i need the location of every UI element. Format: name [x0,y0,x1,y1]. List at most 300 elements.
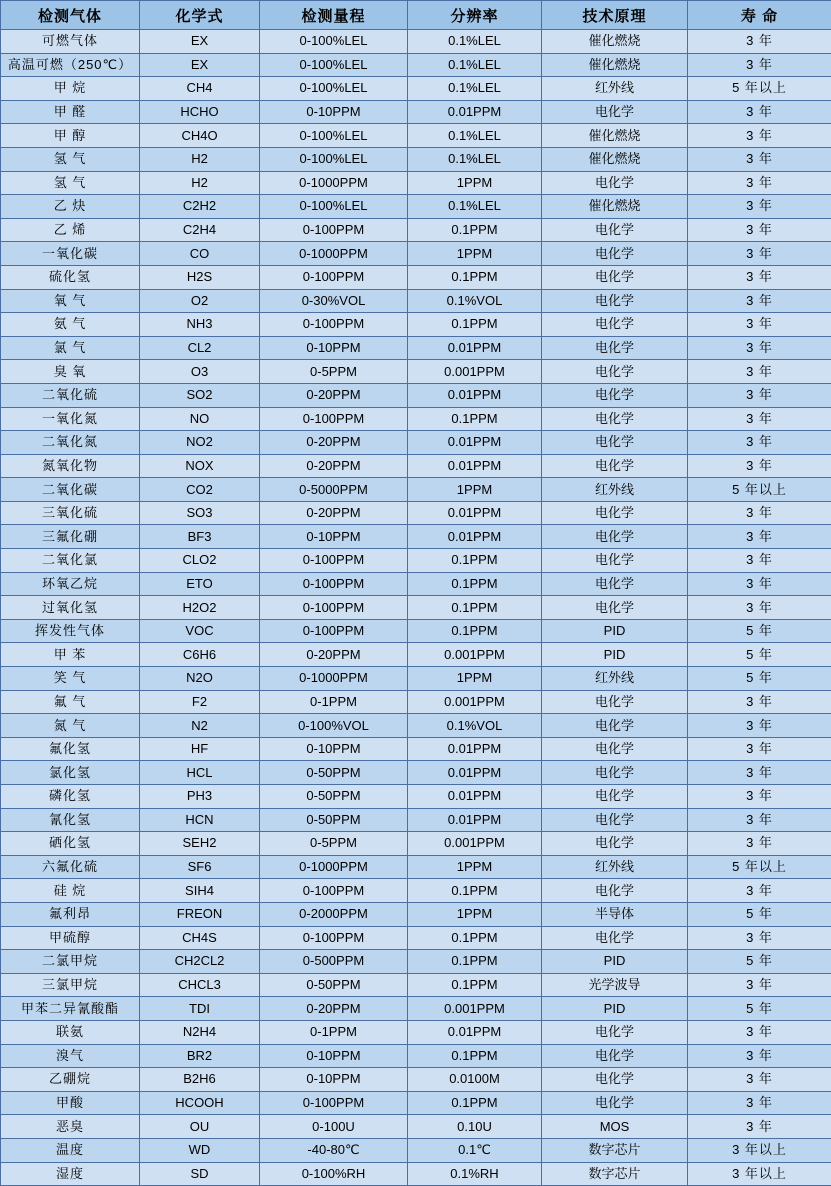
table-row [1,289,831,313]
cell-gas-name: 恶臭 [1,1115,140,1139]
cell-detection-range: 0-100%RH [260,1162,408,1186]
cell-resolution: 0.01PPM [408,336,542,360]
table-row [1,667,831,691]
cell-technical-principle: 电化学 [542,737,688,761]
cell-chemical-formula: NOX [140,454,260,478]
cell-lifetime: 3 年 [688,100,831,124]
cell-technical-principle: MOS [542,1115,688,1139]
cell-lifetime: 3 年 [688,1068,831,1092]
cell-detection-range: 0-20PPM [260,454,408,478]
cell-lifetime: 5 年以上 [688,77,831,101]
table-row [1,879,831,903]
cell-chemical-formula: CLO2 [140,549,260,573]
cell-lifetime: 5 年 [688,902,831,926]
column-header-lifetime: 寿 命 [688,1,831,30]
cell-lifetime: 3 年 [688,431,831,455]
cell-lifetime: 5 年以上 [688,478,831,502]
cell-gas-name: 硅 烷 [1,879,140,903]
table-row [1,619,831,643]
cell-detection-range: 0-50PPM [260,761,408,785]
cell-resolution: 0.1PPM [408,407,542,431]
cell-gas-name: 二氧化氯 [1,549,140,573]
cell-gas-name: 甲 醛 [1,100,140,124]
cell-chemical-formula: FREON [140,902,260,926]
cell-technical-principle: 电化学 [542,525,688,549]
cell-lifetime: 3 年 [688,690,831,714]
cell-chemical-formula: CHCL3 [140,973,260,997]
cell-lifetime: 3 年 [688,218,831,242]
cell-gas-name: 环氧乙烷 [1,572,140,596]
cell-gas-name: 笑 气 [1,667,140,691]
cell-technical-principle: 电化学 [542,879,688,903]
cell-detection-range: 0-10PPM [260,737,408,761]
cell-chemical-formula: SO2 [140,383,260,407]
cell-chemical-formula: CH4 [140,77,260,101]
cell-detection-range: 0-100%LEL [260,195,408,219]
cell-resolution: 0.1%LEL [408,147,542,171]
cell-technical-principle: 红外线 [542,77,688,101]
cell-resolution: 1PPM [408,478,542,502]
cell-technical-principle: 电化学 [542,407,688,431]
cell-detection-range: 0-100%LEL [260,77,408,101]
cell-resolution: 1PPM [408,242,542,266]
cell-resolution: 0.001PPM [408,360,542,384]
cell-resolution: 0.1%VOL [408,289,542,313]
cell-gas-name: 氨 气 [1,313,140,337]
cell-resolution: 0.1%LEL [408,53,542,77]
table-row [1,1138,831,1162]
cell-lifetime: 3 年 [688,808,831,832]
cell-resolution: 0.1PPM [408,619,542,643]
cell-lifetime: 3 年 [688,1091,831,1115]
cell-technical-principle: 红外线 [542,855,688,879]
table-row [1,643,831,667]
cell-detection-range: 0-20PPM [260,431,408,455]
cell-detection-range: 0-100PPM [260,619,408,643]
cell-chemical-formula: NO [140,407,260,431]
cell-detection-range: 0-100PPM [260,596,408,620]
table-header [1,1,831,30]
cell-detection-range: 0-5PPM [260,832,408,856]
cell-chemical-formula: B2H6 [140,1068,260,1092]
table-row [1,714,831,738]
table-row [1,1091,831,1115]
table-row [1,124,831,148]
cell-lifetime: 3 年 [688,501,831,525]
cell-lifetime: 3 年 [688,973,831,997]
cell-lifetime: 3 年 [688,714,831,738]
table-body [1,30,831,1186]
cell-technical-principle: 电化学 [542,313,688,337]
cell-lifetime: 3 年 [688,737,831,761]
table-row [1,855,831,879]
cell-lifetime: 3 年 [688,572,831,596]
table-row [1,383,831,407]
cell-detection-range: 0-100PPM [260,549,408,573]
cell-lifetime: 3 年 [688,1044,831,1068]
cell-lifetime: 3 年 [688,336,831,360]
cell-resolution: 0.1PPM [408,879,542,903]
cell-lifetime: 5 年 [688,997,831,1021]
cell-lifetime: 3 年 [688,383,831,407]
cell-technical-principle: 电化学 [542,761,688,785]
cell-resolution: 0.01PPM [408,525,542,549]
cell-chemical-formula: SD [140,1162,260,1186]
cell-technical-principle: 电化学 [542,572,688,596]
cell-chemical-formula: SIH4 [140,879,260,903]
cell-gas-name: 氟 气 [1,690,140,714]
cell-technical-principle: 催化燃烧 [542,124,688,148]
cell-technical-principle: 电化学 [542,1068,688,1092]
table-row [1,478,831,502]
cell-gas-name: 六氟化硫 [1,855,140,879]
cell-technical-principle: 电化学 [542,454,688,478]
cell-gas-name: 氟利昂 [1,902,140,926]
cell-detection-range: 0-20PPM [260,383,408,407]
cell-chemical-formula: C2H2 [140,195,260,219]
cell-detection-range: 0-1PPM [260,1020,408,1044]
cell-lifetime: 3 年 [688,30,831,54]
table-row [1,100,831,124]
cell-resolution: 0.001PPM [408,832,542,856]
cell-detection-range: 0-100%LEL [260,124,408,148]
cell-detection-range: 0-100%VOL [260,714,408,738]
cell-gas-name: 氟化氢 [1,737,140,761]
cell-chemical-formula: EX [140,53,260,77]
cell-detection-range: 0-100PPM [260,313,408,337]
cell-detection-range: 0-10PPM [260,100,408,124]
cell-technical-principle: 电化学 [542,242,688,266]
cell-technical-principle: 电化学 [542,808,688,832]
cell-technical-principle: 电化学 [542,383,688,407]
cell-lifetime: 5 年 [688,619,831,643]
cell-lifetime: 3 年 [688,313,831,337]
cell-gas-name: 一氧化氮 [1,407,140,431]
cell-resolution: 0.001PPM [408,997,542,1021]
cell-resolution: 0.1PPM [408,1044,542,1068]
cell-detection-range: 0-100PPM [260,879,408,903]
cell-technical-principle: PID [542,997,688,1021]
cell-gas-name: 溴气 [1,1044,140,1068]
cell-resolution: 0.1PPM [408,973,542,997]
table-row [1,407,831,431]
cell-technical-principle: 数字芯片 [542,1162,688,1186]
cell-gas-name: 氰化氢 [1,808,140,832]
cell-detection-range: 0-500PPM [260,950,408,974]
cell-resolution: 0.1%LEL [408,195,542,219]
cell-chemical-formula: H2 [140,171,260,195]
table-row [1,53,831,77]
column-header-formula: 化学式 [140,1,260,30]
cell-detection-range: 0-1000PPM [260,171,408,195]
cell-detection-range: 0-100PPM [260,407,408,431]
cell-chemical-formula: N2O [140,667,260,691]
cell-detection-range: 0-10PPM [260,336,408,360]
cell-technical-principle: 电化学 [542,431,688,455]
cell-detection-range: 0-20PPM [260,501,408,525]
table-row [1,572,831,596]
table-row [1,195,831,219]
cell-gas-name: 磷化氢 [1,785,140,809]
cell-resolution: 0.01PPM [408,383,542,407]
table-row [1,902,831,926]
cell-chemical-formula: NH3 [140,313,260,337]
cell-chemical-formula: PH3 [140,785,260,809]
column-header-resolution: 分辨率 [408,1,542,30]
table-row [1,808,831,832]
cell-gas-name: 二氧化碳 [1,478,140,502]
cell-gas-name: 氯化氢 [1,761,140,785]
table-row [1,454,831,478]
cell-lifetime: 3 年 [688,242,831,266]
cell-chemical-formula: H2 [140,147,260,171]
table-row [1,596,831,620]
column-header-gas: 检测气体 [1,1,140,30]
table-row [1,549,831,573]
cell-lifetime: 3 年以上 [688,1162,831,1186]
table-row [1,1020,831,1044]
cell-technical-principle: 电化学 [542,360,688,384]
table-row [1,737,831,761]
cell-technical-principle: 电化学 [542,926,688,950]
cell-lifetime: 5 年 [688,643,831,667]
cell-detection-range: 0-1000PPM [260,667,408,691]
cell-technical-principle: 催化燃烧 [542,147,688,171]
cell-gas-name: 甲 烷 [1,77,140,101]
table-row [1,431,831,455]
cell-gas-name: 三氧化硫 [1,501,140,525]
table-row [1,761,831,785]
cell-chemical-formula: C6H6 [140,643,260,667]
cell-gas-name: 氯 气 [1,336,140,360]
cell-chemical-formula: TDI [140,997,260,1021]
table-row [1,950,831,974]
cell-gas-name: 乙硼烷 [1,1068,140,1092]
cell-technical-principle: 电化学 [542,1091,688,1115]
table-row [1,360,831,384]
cell-resolution: 0.1PPM [408,549,542,573]
cell-lifetime: 3 年 [688,1020,831,1044]
table-row [1,265,831,289]
cell-lifetime: 5 年 [688,950,831,974]
cell-resolution: 0.1PPM [408,572,542,596]
cell-lifetime: 3 年 [688,596,831,620]
cell-detection-range: 0-50PPM [260,785,408,809]
cell-resolution: 0.1PPM [408,1091,542,1115]
cell-chemical-formula: N2H4 [140,1020,260,1044]
cell-chemical-formula: ETO [140,572,260,596]
cell-lifetime: 3 年 [688,289,831,313]
cell-gas-name: 过氧化氢 [1,596,140,620]
cell-chemical-formula: NO2 [140,431,260,455]
cell-resolution: 0.1PPM [408,926,542,950]
cell-chemical-formula: C2H4 [140,218,260,242]
cell-chemical-formula: CO [140,242,260,266]
cell-gas-name: 甲 醇 [1,124,140,148]
cell-lifetime: 3 年 [688,926,831,950]
cell-chemical-formula: WD [140,1138,260,1162]
cell-resolution: 0.01PPM [408,501,542,525]
cell-chemical-formula: BF3 [140,525,260,549]
cell-detection-range: 0-1000PPM [260,855,408,879]
cell-resolution: 0.01PPM [408,1020,542,1044]
cell-gas-name: 乙 烯 [1,218,140,242]
cell-gas-name: 湿度 [1,1162,140,1186]
cell-resolution: 0.1%LEL [408,124,542,148]
cell-chemical-formula: HCOOH [140,1091,260,1115]
cell-resolution: 0.1PPM [408,313,542,337]
cell-chemical-formula: H2S [140,265,260,289]
cell-chemical-formula: EX [140,30,260,54]
cell-chemical-formula: HCN [140,808,260,832]
cell-gas-name: 高温可燃（250℃） [1,53,140,77]
table-row [1,1044,831,1068]
cell-technical-principle: 电化学 [542,832,688,856]
table-row [1,171,831,195]
cell-resolution: 0.1%VOL [408,714,542,738]
cell-resolution: 0.1℃ [408,1138,542,1162]
cell-gas-name: 乙 炔 [1,195,140,219]
cell-chemical-formula: CH4S [140,926,260,950]
column-header-range: 检测量程 [260,1,408,30]
cell-detection-range: 0-100PPM [260,218,408,242]
cell-gas-name: 二氯甲烷 [1,950,140,974]
cell-detection-range: 0-50PPM [260,808,408,832]
cell-chemical-formula: N2 [140,714,260,738]
cell-resolution: 0.1PPM [408,950,542,974]
cell-lifetime: 3 年 [688,171,831,195]
cell-detection-range: 0-20PPM [260,643,408,667]
cell-gas-name: 二氧化氮 [1,431,140,455]
table-row [1,1115,831,1139]
cell-chemical-formula: CH2CL2 [140,950,260,974]
cell-lifetime: 3 年 [688,785,831,809]
cell-detection-range: 0-2000PPM [260,902,408,926]
cell-detection-range: 0-100%LEL [260,147,408,171]
cell-detection-range: 0-1000PPM [260,242,408,266]
cell-detection-range: 0-10PPM [260,1068,408,1092]
cell-lifetime: 3 年 [688,525,831,549]
cell-chemical-formula: O2 [140,289,260,313]
table-row [1,973,831,997]
cell-technical-principle: 光学波导 [542,973,688,997]
cell-detection-range: 0-5000PPM [260,478,408,502]
cell-technical-principle: 电化学 [542,1020,688,1044]
table-header-row [1,1,831,30]
cell-resolution: 1PPM [408,667,542,691]
cell-technical-principle: 电化学 [542,596,688,620]
cell-lifetime: 5 年 [688,667,831,691]
cell-gas-name: 三氯甲烷 [1,973,140,997]
table-row [1,30,831,54]
cell-chemical-formula: BR2 [140,1044,260,1068]
cell-resolution: 0.01PPM [408,737,542,761]
cell-gas-name: 氢 气 [1,171,140,195]
cell-technical-principle: 电化学 [542,785,688,809]
cell-lifetime: 3 年 [688,832,831,856]
cell-detection-range: 0-100U [260,1115,408,1139]
cell-detection-range: 0-100PPM [260,1091,408,1115]
cell-gas-name: 三氟化硼 [1,525,140,549]
table-row [1,147,831,171]
cell-technical-principle: 电化学 [542,171,688,195]
cell-resolution: 0.1PPM [408,596,542,620]
cell-resolution: 0.001PPM [408,690,542,714]
cell-lifetime: 3 年 [688,1115,831,1139]
cell-detection-range: -40-80℃ [260,1138,408,1162]
table-row [1,501,831,525]
cell-resolution: 0.01PPM [408,100,542,124]
cell-technical-principle: 数字芯片 [542,1138,688,1162]
cell-gas-name: 二氧化硫 [1,383,140,407]
cell-technical-principle: PID [542,643,688,667]
cell-resolution: 0.1PPM [408,218,542,242]
cell-lifetime: 3 年 [688,454,831,478]
cell-gas-name: 氧 气 [1,289,140,313]
cell-chemical-formula: O3 [140,360,260,384]
cell-technical-principle: 电化学 [542,501,688,525]
cell-chemical-formula: F2 [140,690,260,714]
cell-resolution: 0.001PPM [408,643,542,667]
cell-resolution: 1PPM [408,902,542,926]
cell-detection-range: 0-10PPM [260,525,408,549]
cell-resolution: 0.1%LEL [408,77,542,101]
cell-detection-range: 0-5PPM [260,360,408,384]
cell-resolution: 0.0100M [408,1068,542,1092]
cell-technical-principle: 电化学 [542,1044,688,1068]
cell-gas-name: 甲硫醇 [1,926,140,950]
table-row [1,785,831,809]
table-row [1,832,831,856]
cell-technical-principle: 电化学 [542,289,688,313]
cell-gas-name: 甲酸 [1,1091,140,1115]
cell-lifetime: 3 年 [688,195,831,219]
cell-lifetime: 3 年以上 [688,1138,831,1162]
cell-technical-principle: 电化学 [542,336,688,360]
cell-technical-principle: PID [542,950,688,974]
cell-lifetime: 5 年以上 [688,855,831,879]
cell-technical-principle: 电化学 [542,714,688,738]
cell-resolution: 0.1PPM [408,265,542,289]
table-row [1,336,831,360]
cell-technical-principle: 电化学 [542,265,688,289]
cell-technical-principle: 催化燃烧 [542,30,688,54]
cell-gas-name: 氢 气 [1,147,140,171]
table-row [1,218,831,242]
table-row [1,926,831,950]
cell-technical-principle: 催化燃烧 [542,53,688,77]
cell-technical-principle: 半导体 [542,902,688,926]
cell-gas-name: 温度 [1,1138,140,1162]
cell-gas-name: 臭 氧 [1,360,140,384]
cell-technical-principle: 电化学 [542,690,688,714]
table-row [1,313,831,337]
cell-gas-name: 甲苯二异氰酸酯 [1,997,140,1021]
cell-resolution: 1PPM [408,855,542,879]
cell-lifetime: 3 年 [688,360,831,384]
cell-resolution: 0.01PPM [408,808,542,832]
cell-gas-name: 可燃气体 [1,30,140,54]
table-row [1,997,831,1021]
cell-lifetime: 3 年 [688,549,831,573]
cell-chemical-formula: SO3 [140,501,260,525]
cell-detection-range: 0-50PPM [260,973,408,997]
cell-lifetime: 3 年 [688,407,831,431]
cell-chemical-formula: CH4O [140,124,260,148]
cell-lifetime: 3 年 [688,124,831,148]
cell-technical-principle: 催化燃烧 [542,195,688,219]
cell-resolution: 0.1%LEL [408,30,542,54]
